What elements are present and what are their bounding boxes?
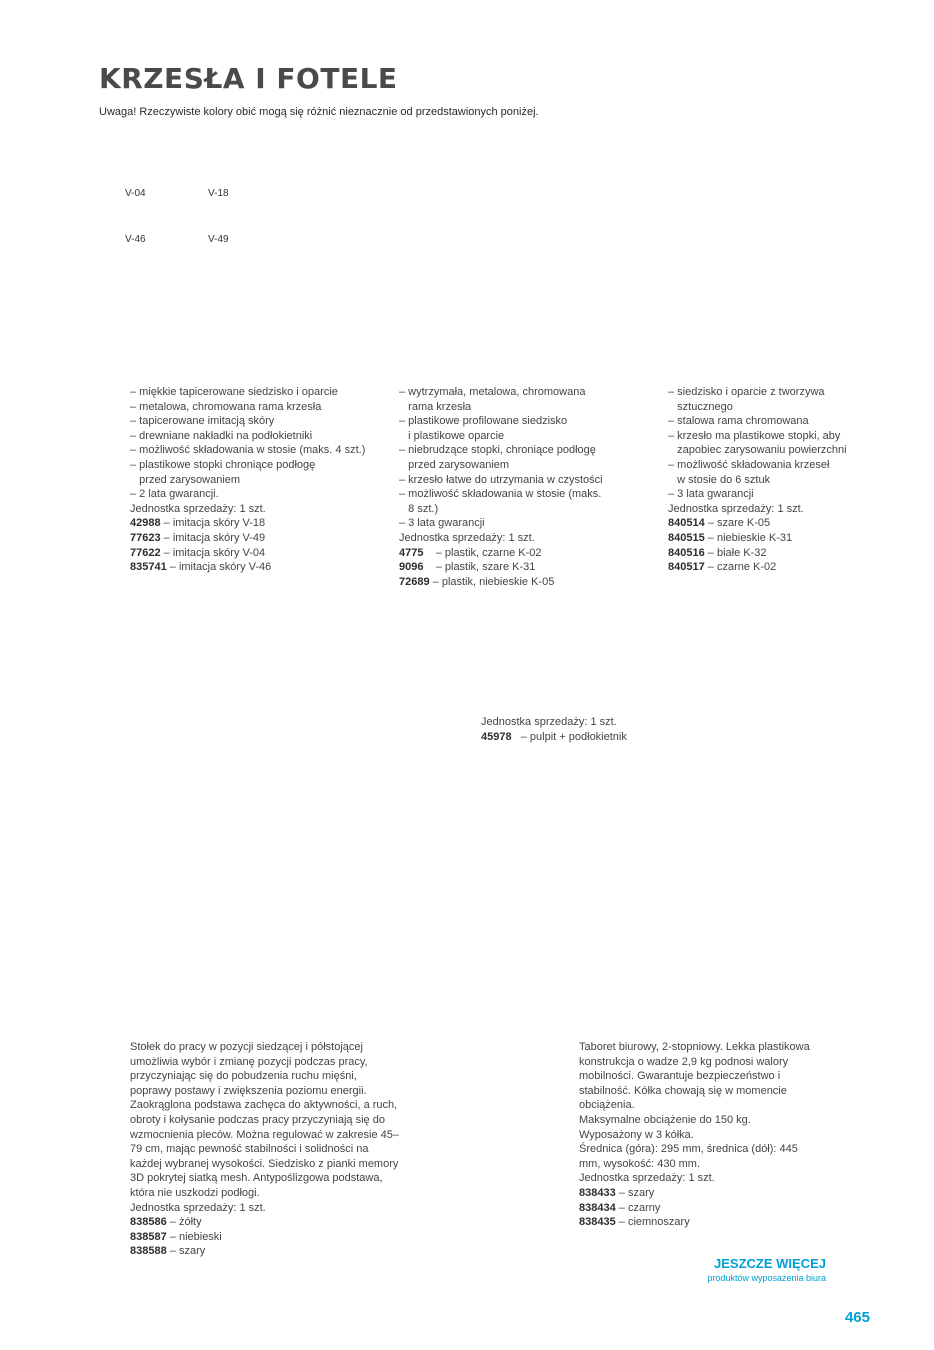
product-info-4 xyxy=(481,715,627,744)
product-code: 838434 xyxy=(579,1201,616,1214)
variant-row xyxy=(668,546,847,561)
variant-row xyxy=(130,560,365,575)
feature-list xyxy=(130,385,365,502)
color-notice: Uwaga! Rzeczywiste kolory obić mogą się różnić nieznacznie od przedstawionych poniżej. xyxy=(99,106,539,118)
product-code: 72689 xyxy=(399,575,430,588)
feature-item: – możliwość składowania w stosie (maks. xyxy=(399,488,602,501)
feature-item: – tapicerowane imitacją skóry xyxy=(130,415,275,428)
variant-row xyxy=(130,516,365,531)
variant-desc: – ciemnoszary xyxy=(615,1216,690,1229)
product-info-5 xyxy=(130,1040,400,1259)
variant-row xyxy=(130,1215,400,1230)
product-dimensions: Średnica (góra): 295 mm, średnica (dół): 445 mm, wysokość: 430 mm. xyxy=(579,1143,798,1170)
feature-item: – 2 lata gwarancji. xyxy=(130,488,219,501)
variant-desc: – czarny xyxy=(615,1201,661,1214)
variant-row xyxy=(399,575,603,590)
feature-item: – siedzisko i oparcie z tworzywa xyxy=(668,386,825,398)
feature-item: zapobiec zarysowaniu powierzchni xyxy=(668,444,847,457)
page-title: KRZESŁA I FOTELE xyxy=(99,62,398,95)
product-code: 840516 xyxy=(668,546,705,559)
feature-item: – wytrzymała, metalowa, chromowana xyxy=(399,386,586,398)
sales-unit: Jednostka sprzedaży: 1 szt. xyxy=(130,502,266,515)
product-code: 77623 xyxy=(130,531,161,544)
product-wheels: Wyposażony w 3 kółka. xyxy=(579,1128,694,1141)
product-code: 838435 xyxy=(579,1216,616,1229)
product-info-2 xyxy=(399,385,603,589)
variant-desc: – czarne K-02 xyxy=(704,561,777,574)
swatch-label: V-46 xyxy=(125,234,146,245)
variant-desc: – białe K-32 xyxy=(704,546,767,559)
product-code: 840517 xyxy=(668,561,705,574)
sales-unit: Jednostka sprzedaży: 1 szt. xyxy=(130,1201,266,1214)
variant-desc: – plastik, niebieskie K-05 xyxy=(429,575,555,588)
feature-item: przed zarysowaniem xyxy=(399,458,510,471)
variant-desc: – pulpit + podłokietnik xyxy=(511,730,627,743)
variant-desc: – szary xyxy=(615,1186,655,1199)
variant-desc: – plastik, szare K-31 xyxy=(423,561,536,574)
variant-desc: – niebieskie K-31 xyxy=(704,531,793,544)
feature-item: – 3 lata gwarancji xyxy=(668,488,754,501)
swatch-label: V-04 xyxy=(125,188,146,199)
feature-item: – metalowa, chromowana rama krzesła xyxy=(130,400,322,413)
feature-item: – możliwość składowania krzeseł xyxy=(668,458,830,471)
feature-item: sztucznego xyxy=(668,400,733,413)
variant-desc: – plastik, czarne K-02 xyxy=(423,546,542,559)
sales-unit: Jednostka sprzedaży: 1 szt. xyxy=(579,1172,715,1185)
feature-item: – 3 lata gwarancji xyxy=(399,517,485,530)
feature-item: – plastikowe profilowane siedzisko xyxy=(399,415,568,428)
swatch-label: V-49 xyxy=(208,234,229,245)
variant-row xyxy=(130,1244,400,1259)
swatch-label: V-18 xyxy=(208,188,229,199)
variant-row xyxy=(399,560,603,575)
product-code: 840514 xyxy=(668,517,705,530)
feature-item: – krzesło łatwe do utrzymania w czystości xyxy=(399,473,603,486)
feature-item: – miękkie tapicerowane siedzisko i oparcie xyxy=(130,386,338,398)
variant-desc: – imitacja skóry V-46 xyxy=(166,561,272,574)
feature-item: – niebrudzące stopki, chroniące podłogę xyxy=(399,444,596,457)
variant-desc: – imitacja skóry V-49 xyxy=(160,531,266,544)
variant-row xyxy=(668,516,847,531)
product-code: 77622 xyxy=(130,546,161,559)
sales-unit: Jednostka sprzedaży: 1 szt. xyxy=(668,502,804,515)
variant-desc: – niebieski xyxy=(166,1230,222,1243)
variant-row xyxy=(130,546,365,561)
product-description: Stołek do pracy w pozycji siedzącej i półstojącej umożliwia wybór i zmianę pozycji podczas pracy, przyczyniając się do pobudzenia ruchu mięśni, poprawy postawy i zwiększenia poziomu energii. Zaokrąglona podstawa zachęca do aktywności, a ruch, obroty i kołysanie podczas pracy przyczyniają się do wzmocnienia pleców. Można regulować w zakresie 45–79 cm, mając pewność stabilności i solidności na każdej wybranej wysokości. Siedzisko z pianki memory 3D pokrytej siatką mesh. Antypoślizgowa podstawa, która nie uszkodzi podłogi. xyxy=(130,1041,400,1199)
variant-row xyxy=(399,546,603,561)
product-code: 835741 xyxy=(130,561,167,574)
variant-row xyxy=(579,1201,819,1216)
product-description: Taboret biurowy, 2-stopniowy. Lekka plastikowa konstrukcja o wadze 2,9 kg podnosi walory mobilności. Gwarantuje bezpieczeństwo i stabilność. Kółka chowają się w momencie obciążenia. xyxy=(579,1041,810,1112)
variant-desc: – imitacja skóry V-18 xyxy=(160,517,266,530)
variant-row xyxy=(481,730,627,745)
feature-item: 8 szt.) xyxy=(399,502,439,515)
feature-item: w stosie do 6 sztuk xyxy=(668,473,771,486)
product-code: 838587 xyxy=(130,1230,167,1243)
product-code: 838588 xyxy=(130,1245,167,1258)
more-products-subtitle: produktów wyposażenia biura xyxy=(707,1273,826,1283)
product-code: 9096 xyxy=(399,561,424,574)
product-code: 4775 xyxy=(399,546,424,559)
product-code: 838586 xyxy=(130,1216,167,1229)
variant-desc: – szary xyxy=(166,1245,206,1258)
product-info-1 xyxy=(130,385,365,575)
feature-list xyxy=(668,385,847,502)
sales-unit: Jednostka sprzedaży: 1 szt. xyxy=(399,531,535,544)
variant-desc: – szare K-05 xyxy=(704,517,771,530)
product-load: Maksymalne obciążenie do 150 kg. xyxy=(579,1113,751,1126)
feature-item: – drewniane nakładki na podłokietniki xyxy=(130,429,313,442)
product-info-6 xyxy=(579,1040,819,1230)
sales-unit: Jednostka sprzedaży: 1 szt. xyxy=(481,716,617,728)
variant-row xyxy=(130,1230,400,1245)
variant-desc: – imitacja skóry V-04 xyxy=(160,546,266,559)
product-code: 838433 xyxy=(579,1186,616,1199)
variant-desc: – żółty xyxy=(166,1216,202,1229)
feature-item: – plastikowe stopki chroniące podłogę xyxy=(130,458,316,471)
page-number: 465 xyxy=(844,1309,870,1326)
feature-item: przed zarysowaniem xyxy=(130,473,241,486)
product-code: 840515 xyxy=(668,531,705,544)
feature-item: – krzesło ma plastikowe stopki, aby xyxy=(668,429,841,442)
variant-row xyxy=(579,1186,819,1201)
variant-row xyxy=(668,560,847,575)
variant-row xyxy=(130,531,365,546)
product-code: 45978 xyxy=(481,730,512,743)
more-products-heading: JESZCZE WIĘCEJ xyxy=(714,1256,826,1271)
product-info-3 xyxy=(668,385,847,575)
feature-item: – możliwość składowania w stosie (maks. 4 szt.) xyxy=(130,444,366,457)
variant-row xyxy=(668,531,847,546)
feature-item: – stalowa rama chromowana xyxy=(668,415,809,428)
variant-row xyxy=(579,1215,819,1230)
feature-item: i plastikowe oparcie xyxy=(399,429,505,442)
feature-list xyxy=(399,385,603,531)
feature-item: rama krzesła xyxy=(399,400,472,413)
product-code: 42988 xyxy=(130,517,161,530)
